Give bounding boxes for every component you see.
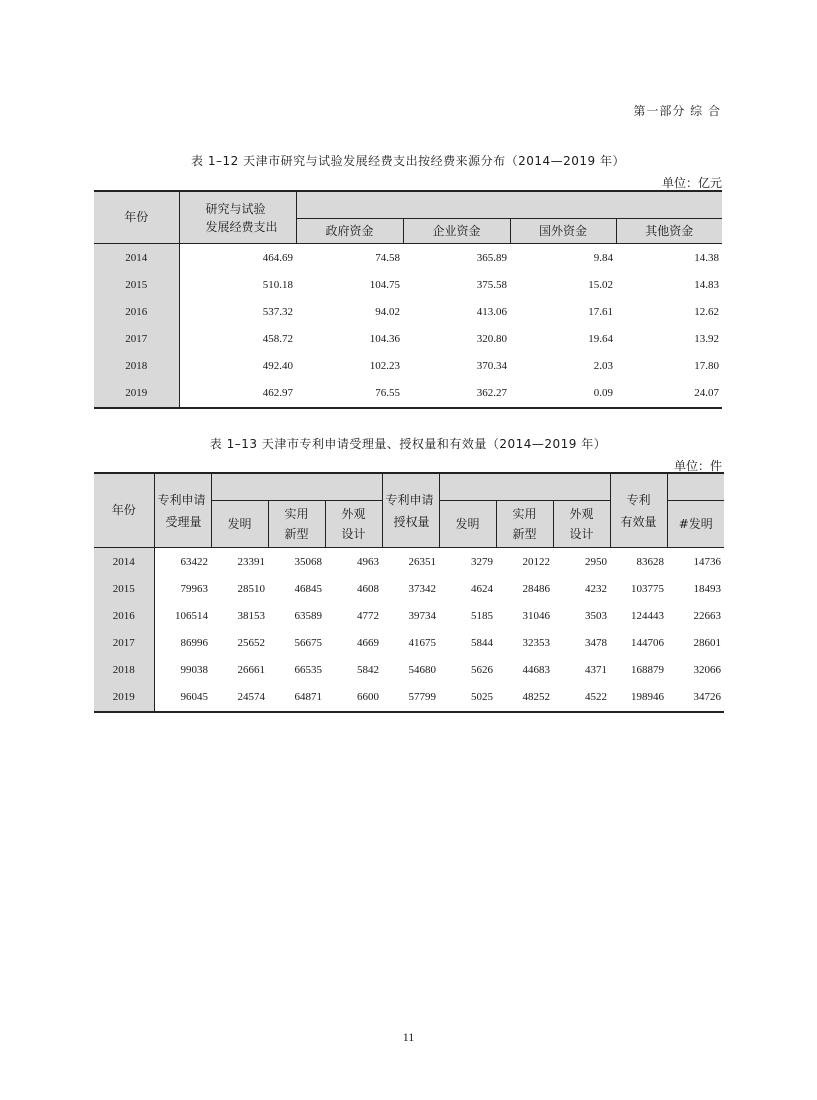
- app-utility-cell: 66535: [294, 664, 322, 676]
- year-cell: 2017: [94, 326, 179, 353]
- year-cell: 2015: [94, 576, 154, 603]
- table1-header-year: 年份: [94, 191, 179, 244]
- table1-header-gov: 政府资金: [296, 219, 403, 244]
- foreign-cell: 15.02: [588, 279, 613, 291]
- table2-header-grant-design-line2: 设计: [569, 527, 594, 541]
- valid-invention-cell: 28601: [693, 637, 722, 649]
- app-cell: 86996: [180, 637, 208, 649]
- grant-cell: 26351: [408, 555, 437, 568]
- total-cell: 537.32: [262, 306, 293, 318]
- app-cell: 79963: [180, 583, 208, 595]
- app-utility-cell: 46845: [294, 583, 322, 595]
- app-invention-cell: 25652: [237, 637, 265, 649]
- foreign-cell: 2.03: [593, 360, 613, 372]
- grant-invention-cell: 5626: [471, 664, 494, 676]
- table-row: [94, 244, 722, 272]
- table1-header-spacer: [296, 191, 722, 219]
- valid-cell: 103775: [631, 583, 665, 595]
- year-cell: 2016: [94, 299, 179, 326]
- valid-cell: 83628: [636, 555, 665, 568]
- app-cell: 63422: [180, 555, 208, 568]
- year-cell: 2015: [94, 272, 179, 299]
- foreign-cell: 19.64: [588, 333, 613, 345]
- year-cell: 2018: [94, 657, 154, 684]
- app-cell: 99038: [180, 664, 208, 676]
- grant-cell: 54680: [408, 664, 437, 676]
- table2-header-app-utility: [268, 501, 325, 548]
- app-invention-cell: 24574: [237, 691, 265, 703]
- year-cell: 2016: [94, 603, 154, 630]
- table-row: [94, 576, 724, 603]
- table2-header-app-spacer: [211, 473, 382, 501]
- total-cell: 492.40: [262, 360, 293, 372]
- table2-header-grant-design: [553, 501, 610, 548]
- other-cell: 13.92: [694, 333, 719, 345]
- page-number: 11: [402, 1030, 415, 1044]
- valid-cell: 198946: [631, 691, 665, 703]
- foreign-cell: 0.09: [593, 387, 613, 399]
- grant-utility-cell: 44683: [522, 664, 551, 676]
- table1-header-total-line2: 发展经费支出: [205, 219, 278, 234]
- year-cell: 2014: [94, 548, 154, 576]
- valid-invention-cell: 34726: [693, 691, 722, 703]
- app-design-cell: 4669: [357, 637, 380, 649]
- app-utility-cell: 56675: [294, 637, 322, 649]
- grant-design-cell: 4232: [585, 583, 608, 595]
- table1-caption: 表 1–12 天津市研究与试验发展经费支出按经费来源分布（2014—2019 年）: [191, 154, 625, 168]
- year-cell: 2019: [94, 684, 154, 712]
- app-cell: 96045: [180, 691, 208, 703]
- table-row: [94, 603, 724, 630]
- table2-unit: 单位：件: [673, 459, 722, 473]
- grant-utility-cell: 32353: [522, 637, 551, 649]
- valid-cell: 168879: [631, 664, 665, 676]
- valid-cell: 124443: [631, 610, 665, 622]
- table2-header-grant-design-line1: 外观: [569, 507, 594, 521]
- table1-header-total-line1: 研究与试验: [205, 201, 266, 216]
- other-cell: 12.62: [694, 306, 719, 318]
- grant-design-cell: 4371: [585, 664, 608, 676]
- table-row: [94, 548, 724, 576]
- table2-header-app-design: [325, 501, 382, 548]
- table1-header-other: 其他资金: [616, 219, 722, 244]
- table2-header-app-line2: 受理量: [165, 514, 202, 529]
- other-cell: 14.83: [694, 279, 719, 291]
- app-utility-cell: 35068: [294, 555, 322, 568]
- grant-cell: 57799: [408, 691, 437, 703]
- table2-header-app-utility-line1: 实用: [284, 507, 309, 521]
- gov-cell: 104.75: [369, 279, 400, 291]
- year-cell: 2018: [94, 353, 179, 380]
- table2-header-grant-spacer: [439, 473, 610, 501]
- ent-cell: 320.80: [476, 333, 507, 345]
- app-invention-cell: 28510: [237, 583, 265, 595]
- gov-cell: 74.58: [375, 251, 400, 264]
- table-row: [94, 299, 722, 326]
- grant-design-cell: 2950: [585, 555, 608, 568]
- table-row: [94, 630, 724, 657]
- table2-header-grant: [382, 473, 439, 548]
- table2-header-app-invention: 发明: [211, 501, 268, 548]
- app-design-cell: 5842: [357, 664, 380, 676]
- table-row: [94, 657, 724, 684]
- table-row: [94, 353, 722, 380]
- app-invention-cell: 23391: [237, 555, 265, 568]
- table1-header-total: [179, 191, 296, 244]
- table2-header-grant-line2: 授权量: [393, 514, 430, 529]
- table2-header-app-design-line2: 设计: [341, 527, 366, 541]
- app-design-cell: 4772: [357, 610, 380, 622]
- running-header: 第一部分 综 合: [633, 104, 721, 118]
- grant-utility-cell: 48252: [522, 691, 551, 703]
- grant-design-cell: 4522: [585, 691, 608, 703]
- table2-header-grant-utility-line1: 实用: [512, 507, 537, 521]
- table2-header-valid: [610, 473, 667, 548]
- gov-cell: 76.55: [375, 387, 400, 399]
- app-utility-cell: 64871: [294, 691, 322, 703]
- grant-utility-cell: 31046: [522, 610, 551, 622]
- valid-invention-cell: 18493: [693, 583, 722, 595]
- other-cell: 24.07: [694, 387, 719, 399]
- valid-invention-cell: 14736: [693, 555, 722, 568]
- other-cell: 17.80: [694, 360, 719, 372]
- table2-header-app: [154, 473, 211, 548]
- grant-invention-cell: 5844: [471, 637, 494, 649]
- grant-utility-cell: 20122: [522, 555, 551, 568]
- foreign-cell: 17.61: [588, 306, 613, 318]
- app-invention-cell: 38153: [237, 610, 265, 622]
- table1: [94, 190, 722, 409]
- table2-header-valid-line1: 专利: [626, 492, 651, 507]
- grant-cell: 41675: [408, 637, 437, 649]
- table2-header-grant-utility-line2: 新型: [512, 527, 537, 541]
- table-row: [94, 326, 722, 353]
- table2-header-grant-line1: 专利申请: [385, 492, 434, 507]
- valid-invention-cell: 32066: [693, 664, 722, 676]
- grant-cell: 39734: [408, 610, 437, 622]
- valid-invention-cell: 22663: [693, 610, 722, 622]
- grant-utility-cell: 28486: [522, 583, 551, 595]
- total-cell: 510.18: [262, 279, 293, 291]
- app-cell: 106514: [175, 610, 208, 622]
- table2-header-app-line1: 专利申请: [157, 492, 206, 507]
- table-row: [94, 272, 722, 299]
- table2-header-valid-spacer: [667, 473, 724, 501]
- grant-invention-cell: 4624: [471, 583, 494, 595]
- app-design-cell: 6600: [357, 691, 380, 703]
- grant-cell: 37342: [408, 583, 437, 595]
- year-cell: 2019: [94, 380, 179, 408]
- grant-invention-cell: 3279: [471, 555, 494, 568]
- table2-header-year: 年份: [94, 473, 154, 548]
- ent-cell: 375.58: [476, 279, 507, 291]
- gov-cell: 94.02: [375, 306, 400, 318]
- table2-header-valid-line2: 有效量: [620, 514, 657, 529]
- table2-header-grant-utility: [496, 501, 553, 548]
- table2-header-app-utility-line2: 新型: [284, 527, 309, 541]
- table2-caption: 表 1–13 天津市专利申请受理量、授权量和有效量（2014—2019 年）: [209, 437, 607, 451]
- ent-cell: 365.89: [476, 251, 507, 264]
- grant-design-cell: 3503: [585, 610, 608, 622]
- total-cell: 462.97: [262, 387, 293, 399]
- year-cell: 2014: [94, 244, 179, 272]
- table-row: [94, 380, 722, 408]
- ent-cell: 413.06: [476, 306, 507, 318]
- app-utility-cell: 63589: [294, 610, 322, 622]
- grant-design-cell: 3478: [585, 637, 608, 649]
- app-design-cell: 4608: [357, 583, 380, 595]
- table2: [94, 472, 724, 713]
- year-cell: 2017: [94, 630, 154, 657]
- table2-header-grant-invention: 发明: [439, 501, 496, 548]
- table1-header-ent: 企业资金: [403, 219, 510, 244]
- ent-cell: 362.27: [476, 387, 507, 399]
- total-cell: 458.72: [262, 333, 293, 345]
- table1-unit: 单位：亿元: [661, 176, 722, 190]
- table1-header-foreign: 国外资金: [510, 219, 616, 244]
- ent-cell: 370.34: [476, 360, 507, 372]
- gov-cell: 104.36: [369, 333, 400, 345]
- grant-invention-cell: 5185: [471, 610, 494, 622]
- app-invention-cell: 26661: [237, 664, 265, 676]
- other-cell: 14.38: [694, 251, 719, 264]
- app-design-cell: 4963: [357, 555, 380, 568]
- total-cell: 464.69: [262, 251, 293, 264]
- grant-invention-cell: 5025: [471, 691, 494, 703]
- valid-cell: 144706: [631, 637, 665, 649]
- table2-header-app-design-line1: 外观: [341, 507, 366, 521]
- table2-header-valid-invention: #发明: [667, 501, 724, 548]
- foreign-cell: 9.84: [593, 251, 613, 264]
- gov-cell: 102.23: [369, 360, 400, 372]
- table-row: [94, 684, 724, 712]
